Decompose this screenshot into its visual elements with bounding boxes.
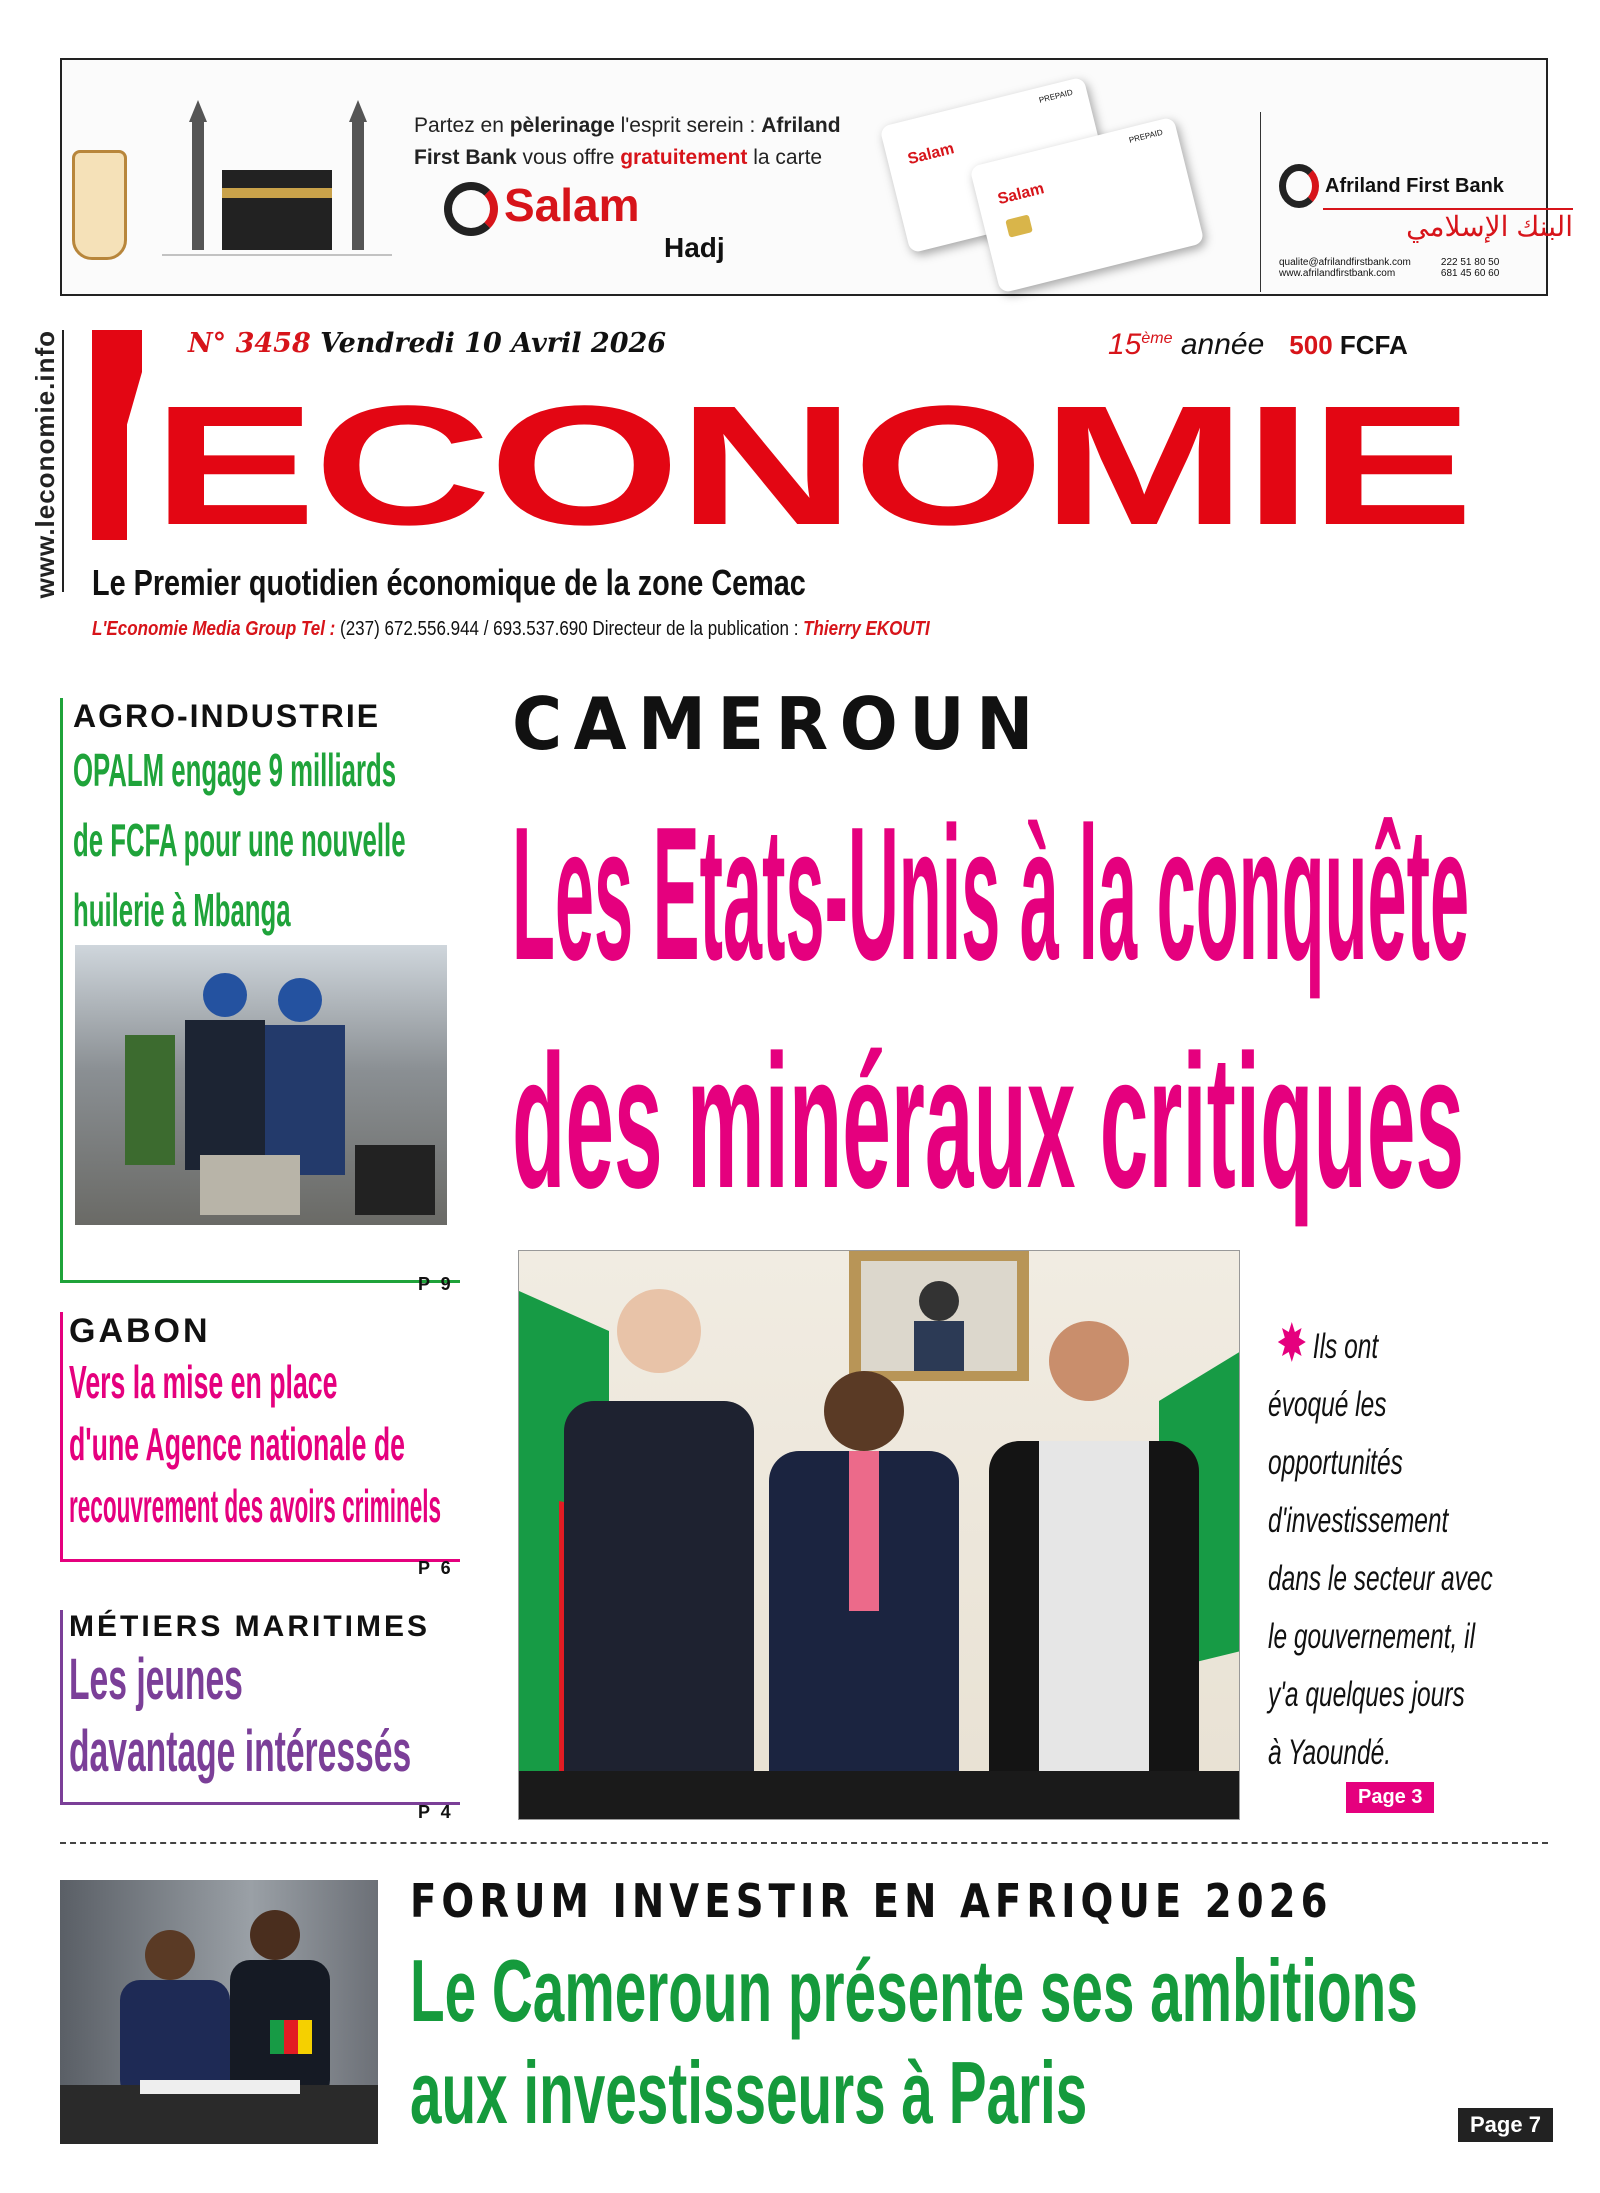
page-ref[interactable]: P 6: [418, 1558, 454, 1578]
kaaba-illustration: [162, 100, 392, 270]
phone-text: 681 45 60 60: [1440, 268, 1500, 279]
bank-arabic: البنك الإسلامي: [1323, 208, 1573, 243]
divider: [62, 330, 64, 592]
salam-logo-icon: [444, 182, 498, 236]
story-gabon[interactable]: GABON Vers la mise en place d'une Agence nationale de recouvrement des avoirs criminels: [60, 1312, 460, 1562]
dashed-divider: [60, 1842, 1548, 1844]
photo-caption: Ils ont évoqué les opportunités d'investissement dans le secteur avec le gouvernement, il y'a quelques jours à Yaoundé.: [1268, 1318, 1558, 1782]
page-ref[interactable]: P 9: [418, 1274, 454, 1294]
card-image: Salam PREPAID: [969, 117, 1204, 294]
newspaper-logo: ECONOMIE: [152, 371, 1471, 561]
card-image: Salam PREPAID: [879, 77, 1114, 254]
main-headline[interactable]: Les Etats-Unis à la conquête des minéraux critiques: [512, 788, 1470, 1228]
bottom-headline[interactable]: Le Cameroun présente ses ambitions aux investisseurs à Paris: [410, 1941, 1418, 2142]
tagline: Le Premier quotidien économique de la zone Cemac: [92, 562, 806, 603]
phone-text: 222 51 80 50: [1440, 257, 1500, 268]
bank-name: Afriland First Bank: [1325, 174, 1504, 197]
email-text: qualite@afrilandfirstbank.com: [1279, 257, 1411, 268]
product-name: Salam: [504, 179, 640, 231]
ad-text: Partez en pèlerinage l'esprit serein : Afriland First Bank vous offre gratuitement la carte: [414, 114, 841, 169]
bank-block: [1260, 112, 1573, 292]
web-text: www.afrilandfirstbank.com: [1279, 268, 1396, 279]
logo-apostrophe-l: [92, 330, 142, 540]
ceremony-photo: [75, 945, 447, 1225]
bottom-kicker: FORUM INVESTIR EN AFRIQUE 2026: [410, 1874, 1333, 1928]
issue-line: N° 3458 Vendredi 10 Avril 2026: [188, 328, 667, 359]
product-sub: Hadj: [664, 232, 725, 263]
story-maritime[interactable]: MÉTIERS MARITIMES Les jeunes davantage intéressés: [60, 1610, 460, 1805]
story-agro[interactable]: AGRO-INDUSTRIE OPALM engage 9 milliards de FCFA pour une nouvelle huilerie à Mbanga: [60, 698, 460, 1283]
main-kicker: CAMEROUN: [512, 682, 1045, 766]
page-ref-badge[interactable]: Page 3: [1346, 1782, 1434, 1813]
afriland-logo-icon: [1279, 164, 1319, 208]
contact-line: L'Economie Media Group Tel : (237) 672.556.944 / 693.537.690 Directeur de la publication : Thierry EKOUTI: [92, 618, 930, 640]
lantern-icon: [72, 150, 127, 260]
year-price: 15ème année 500 FCFA: [1108, 328, 1408, 361]
signing-photo: [60, 1880, 378, 2144]
advertisement-banner[interactable]: [60, 58, 1573, 296]
officials-photo: [518, 1250, 1240, 1820]
page-ref[interactable]: P 4: [418, 1802, 454, 1822]
page-ref-badge[interactable]: Page 7: [1458, 2108, 1553, 2142]
bullet-star-icon: [1278, 1322, 1306, 1362]
website-url: www.leconomie.info: [30, 330, 60, 599]
